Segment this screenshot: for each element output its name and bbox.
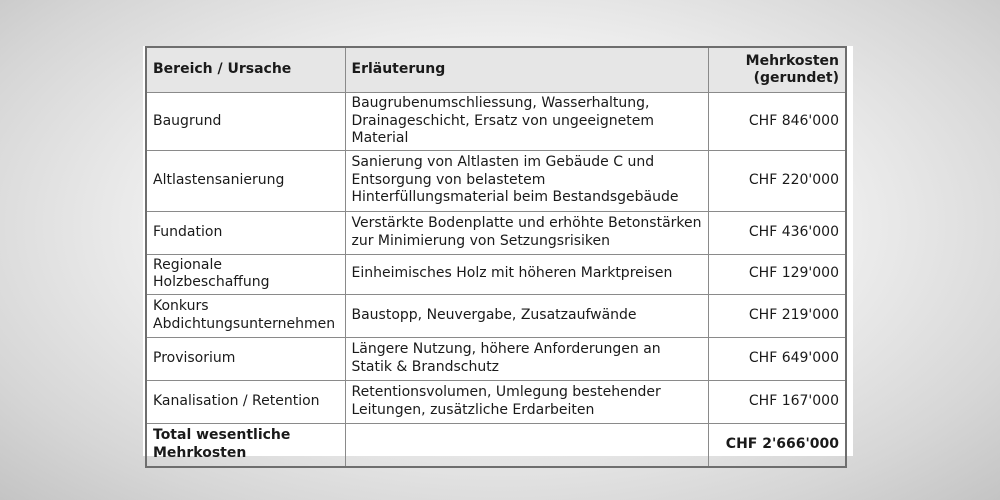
cell-cost: CHF 436'000	[708, 211, 846, 254]
cell-area: Fundation	[146, 211, 345, 254]
table-row	[146, 93, 846, 151]
cell-area: Altlastensanierung	[146, 150, 345, 211]
header-cost	[708, 47, 846, 93]
total-explanation	[345, 423, 708, 467]
header-explanation: Erläuterung	[345, 47, 708, 93]
table-row	[146, 150, 846, 211]
cell-cost: CHF 167'000	[708, 380, 846, 423]
cell-area: Baugrund	[146, 93, 345, 151]
cell-explanation: Verstärkte Bodenplatte und erhöhte Betonstärken zur Minimierung von Setzungsrisiken	[345, 211, 708, 254]
cell-explanation: Sanierung von Altlasten im Gebäude C und Entsorgung von belastetem Hinterfüllungsmaterial beim Bestandsgebäude	[345, 150, 708, 211]
additional-costs-table	[145, 46, 847, 468]
cell-explanation: Längere Nutzung, höhere Anforderungen an Statik & Brandschutz	[345, 337, 708, 380]
table-row	[146, 211, 846, 254]
cell-cost: CHF 649'000	[708, 337, 846, 380]
header-area: Bereich / Ursache	[146, 47, 345, 93]
cell-area: Kanalisation / Retention	[146, 380, 345, 423]
table-row	[146, 380, 846, 423]
cell-cost: CHF 846'000	[708, 93, 846, 151]
table-row	[146, 337, 846, 380]
cell-cost: CHF 129'000	[708, 254, 846, 294]
cell-area: Konkurs Abdichtungsunternehmen	[146, 294, 345, 337]
header-cost-line2: (gerundet)	[753, 70, 839, 86]
cell-explanation: Retentionsvolumen, Umlegung bestehender Leitungen, zusätzliche Erdarbeiten	[345, 380, 708, 423]
document-page	[143, 46, 853, 461]
table-row	[146, 294, 846, 337]
cell-explanation: Baustopp, Neuvergabe, Zusatzaufwände	[345, 294, 708, 337]
header-cost-line1: Mehrkosten	[745, 52, 839, 69]
cell-cost: CHF 219'000	[708, 294, 846, 337]
total-row	[146, 423, 846, 467]
total-label: Total wesentliche Mehrkosten	[146, 423, 345, 467]
cell-area: Regionale Holzbeschaffung	[146, 254, 345, 294]
total-cost: CHF 2'666'000	[708, 423, 846, 467]
cell-explanation: Einheimisches Holz mit höheren Marktpreisen	[345, 254, 708, 294]
table-row	[146, 254, 846, 294]
cell-area: Provisorium	[146, 337, 345, 380]
cell-explanation: Baugrubenumschliessung, Wasserhaltung, Drainageschicht, Ersatz von ungeeignetem Material	[345, 93, 708, 151]
cell-cost: CHF 220'000	[708, 150, 846, 211]
table-header-row	[146, 47, 846, 93]
